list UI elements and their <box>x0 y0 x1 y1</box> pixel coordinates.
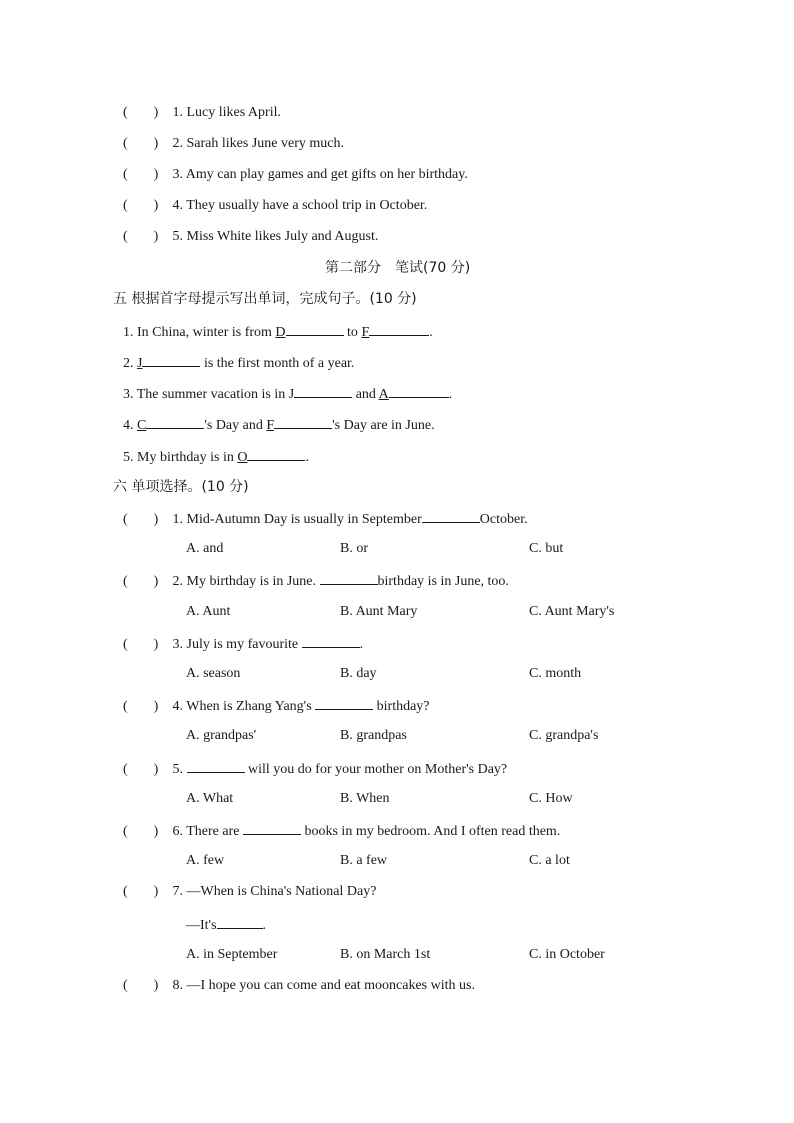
option-b[interactable]: B. or <box>340 541 368 556</box>
item-text: Miss White likes July and August. <box>186 229 379 244</box>
option-a[interactable]: A. few <box>186 853 225 868</box>
blank-letter: F <box>266 418 275 433</box>
option-b[interactable]: B. When <box>340 791 390 806</box>
blank-line[interactable] <box>294 384 352 398</box>
item-text: The summer vacation is in J <box>136 387 295 402</box>
item-number: 2. <box>172 574 183 589</box>
blank-line[interactable] <box>247 447 305 461</box>
mc-question-1 <box>123 509 528 529</box>
item-number: 2. <box>172 136 183 151</box>
item-text: Sarah likes June very much. <box>186 136 344 151</box>
item-text: 's Day are in June. <box>332 418 435 433</box>
answer-paren[interactable]: ( ) <box>123 824 159 839</box>
judge-item-4 <box>123 197 427 215</box>
blank-line[interactable] <box>142 353 200 367</box>
item-number: 4. <box>172 198 183 213</box>
item-text: My birthday is in June. <box>186 574 320 589</box>
part-title: 第二部分 笔试(70 分) <box>325 260 471 276</box>
answer-paren[interactable]: ( ) <box>123 167 159 182</box>
option-b[interactable]: B. on March 1st <box>340 947 431 962</box>
answer-paren[interactable]: ( ) <box>123 637 159 652</box>
item-text: —It's <box>186 918 217 933</box>
item-text: October. <box>479 512 528 527</box>
item-text: There are <box>186 824 243 839</box>
answer-paren[interactable]: ( ) <box>123 574 159 589</box>
mc-question-2 <box>123 571 509 591</box>
item-text: books in my bedroom. And I often read them. <box>300 824 561 839</box>
fill-item-1 <box>123 322 433 342</box>
item-text: will you do for your mother on Mother's Day? <box>244 762 508 777</box>
answer-paren[interactable]: ( ) <box>123 229 159 244</box>
blank-line[interactable] <box>302 634 360 648</box>
blank-line[interactable] <box>422 509 480 523</box>
answer-paren[interactable]: ( ) <box>123 136 159 151</box>
blank-letter: C <box>137 418 147 433</box>
blank-letter: A <box>378 387 389 402</box>
option-b[interactable]: B. Aunt Mary <box>340 604 418 619</box>
item-text: . <box>448 387 453 402</box>
item-text: birthday? <box>373 699 430 714</box>
blank-letter: D <box>275 325 286 340</box>
blank-letter: F <box>361 325 370 340</box>
fill-item-4 <box>123 415 435 435</box>
item-number: 5. <box>123 450 134 465</box>
item-number: 4. <box>123 418 134 433</box>
blank-line[interactable] <box>187 759 245 773</box>
option-c[interactable]: C. but <box>529 541 564 556</box>
item-number: 8. <box>172 978 183 993</box>
option-a[interactable]: A. and <box>186 541 224 556</box>
item-text: July is my favourite <box>186 637 302 652</box>
item-text: . <box>359 637 364 652</box>
answer-paren[interactable]: ( ) <box>123 884 159 899</box>
fill-item-3 <box>123 384 452 404</box>
blank-line[interactable] <box>315 696 373 710</box>
mc-question-7-reply <box>186 915 266 935</box>
item-text: . <box>305 450 309 465</box>
judge-item-2 <box>123 135 344 153</box>
option-a[interactable]: A. grandpas' <box>186 728 257 743</box>
item-number: 2. <box>123 356 134 371</box>
item-text: When is Zhang Yang's <box>186 699 316 714</box>
item-text: In China, winter is from <box>137 325 276 340</box>
fill-item-5 <box>123 447 309 467</box>
blank-line[interactable] <box>286 322 344 336</box>
option-c[interactable]: C. Aunt Mary's <box>529 604 615 619</box>
item-number: 7. <box>172 884 183 899</box>
blank-line[interactable] <box>320 571 378 585</box>
option-a[interactable]: A. in September <box>186 947 278 962</box>
mc-question-5 <box>123 759 507 779</box>
item-text: is the first month of a year. <box>200 356 355 371</box>
blank-line[interactable] <box>369 322 429 336</box>
answer-paren[interactable]: ( ) <box>123 699 159 714</box>
answer-paren[interactable]: ( ) <box>123 198 159 213</box>
blank-line[interactable] <box>146 415 204 429</box>
item-number: 1. <box>172 105 183 120</box>
blank-line[interactable] <box>243 821 301 835</box>
answer-paren[interactable]: ( ) <box>123 105 159 120</box>
item-number: 3. <box>123 387 134 402</box>
option-c[interactable]: C. month <box>529 666 582 681</box>
option-c[interactable]: C. in October <box>529 947 605 962</box>
option-a[interactable]: A. season <box>186 666 241 681</box>
item-text: . <box>429 325 433 340</box>
mc-question-4 <box>123 696 430 716</box>
option-a[interactable]: A. Aunt <box>186 604 231 619</box>
item-number: 6. <box>172 824 183 839</box>
answer-paren[interactable]: ( ) <box>123 978 159 993</box>
item-text: —When is China's National Day? <box>186 884 377 899</box>
item-number: 3. <box>172 167 183 182</box>
blank-line[interactable] <box>389 384 449 398</box>
item-number: 3. <box>172 637 183 652</box>
item-text: Mid-Autumn Day is usually in September <box>186 512 422 527</box>
answer-paren[interactable]: ( ) <box>123 762 159 777</box>
item-text: . <box>262 918 267 933</box>
item-number: 4. <box>172 699 183 714</box>
item-text: Amy can play games and get gifts on her birthday. <box>185 167 468 182</box>
item-text: They usually have a school trip in October. <box>186 198 428 213</box>
item-text: Lucy likes April. <box>186 105 281 120</box>
mc-question-3 <box>123 634 363 654</box>
judge-item-5 <box>123 228 378 246</box>
item-text: to <box>343 325 362 340</box>
item-number: 1. <box>123 325 134 340</box>
item-text: —I hope you can come and eat mooncakes with us. <box>186 978 475 993</box>
item-text: My birthday is in <box>137 450 238 465</box>
option-b[interactable]: B. day <box>340 666 377 681</box>
option-b[interactable]: B. a few <box>340 853 388 868</box>
option-c[interactable]: C. How <box>529 791 573 806</box>
option-b[interactable]: B. grandpas <box>340 728 407 743</box>
item-number: 5. <box>172 229 183 244</box>
item-text: 's Day and <box>204 418 267 433</box>
fill-item-2 <box>123 353 354 373</box>
mc-question-8 <box>123 977 475 995</box>
mc-question-6 <box>123 821 560 841</box>
item-number: 5. <box>172 762 183 777</box>
item-number: 1. <box>172 512 183 527</box>
blank-letter: J <box>137 356 143 371</box>
section-6-title: 六 单项选择。(10 分) <box>113 479 249 495</box>
item-text: and <box>352 387 379 402</box>
section-5-title: 五 根据首字母提示写出单词，完成句子。(10 分) <box>113 291 417 307</box>
mc-question-7 <box>123 883 376 901</box>
judge-item-1 <box>123 104 281 122</box>
judge-item-3 <box>123 166 468 184</box>
option-a[interactable]: A. What <box>186 791 234 806</box>
option-c[interactable]: C. grandpa's <box>529 728 599 743</box>
blank-line[interactable] <box>274 415 332 429</box>
answer-paren[interactable]: ( ) <box>123 512 159 527</box>
option-c[interactable]: C. a lot <box>529 853 570 868</box>
blank-letter: O <box>237 450 248 465</box>
item-text: birthday is in June, too. <box>377 574 509 589</box>
blank-line[interactable] <box>217 915 263 929</box>
